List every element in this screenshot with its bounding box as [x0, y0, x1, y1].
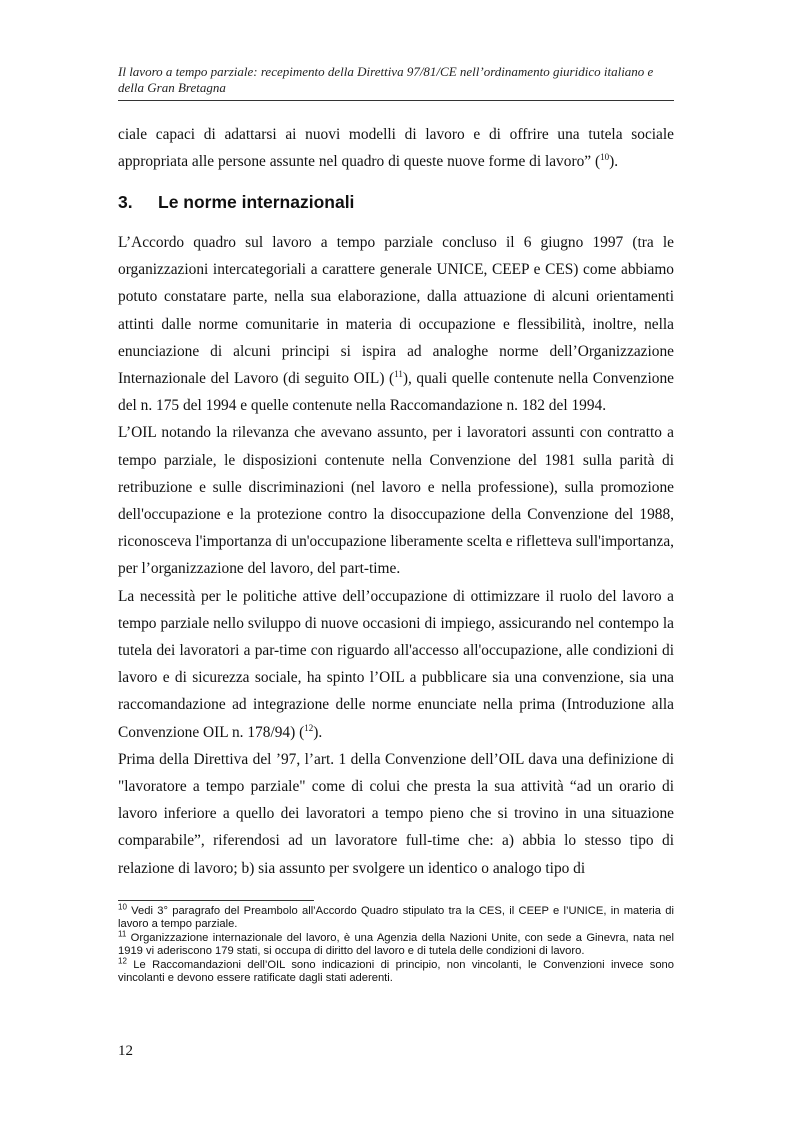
- paragraph: [118, 583, 674, 746]
- paragraph: [118, 229, 674, 419]
- footnote-number: 12: [118, 955, 127, 965]
- footnotes: [118, 902, 674, 985]
- paragraph-text: ciale capaci di adattarsi ai nuovi modelli di lavoro e di offrire una tutela sociale appropriata alle persone assunte nel quadro di queste nuove forme di lavoro” (: [118, 126, 674, 171]
- paragraph-tail: ), quali quelle contenute nella Convenzione del n. 175 del 1994 e quelle contenute nella Raccomandazione n. 182 del 1994.: [118, 370, 674, 415]
- footnote-number: 11: [118, 929, 127, 939]
- footnote-number: 10: [118, 902, 127, 912]
- footnote: [118, 902, 674, 932]
- footnote-reference[interactable]: 12: [304, 722, 314, 733]
- section-number: 3.: [118, 192, 133, 212]
- footnote-text: Vedi 3° paragrafo del Preambolo all’Accordo Quadro stipulato tra la CES, il CEEP e l’UNICE, in materia di lavoro a tempo parziale.: [118, 905, 674, 931]
- footnote-divider: [118, 900, 314, 901]
- footnote: [118, 955, 674, 986]
- section-title: Le norme internazionali: [158, 192, 355, 212]
- footnote-reference[interactable]: 10: [600, 152, 610, 163]
- paragraph-text: L’OIL notando la rilevanza che avevano assunto, per i lavoratori assunti con contratto a tempo parziale, le disposizioni contenute nella Convenzione del 1981 sulla parità di retribuzione e sulle discriminazioni (nel lavoro e nella professione), sulla promozione dell'occupazione e la protezione contro la disoccupazione della Convenzione del 1988, riconosceva l'importanza di un'occupazione liberamente scelta e rifletteva sull'importanza, per l’organizzazione del lavoro, del part-time.: [118, 424, 674, 578]
- footnote-text: Le Raccomandazioni dell’OIL sono indicazioni di principio, non vincolanti, le Convenzioni invece sono vincolanti e devono essere ratificate dagli stati aderenti.: [118, 958, 674, 985]
- continuation-paragraph: [118, 121, 674, 175]
- section-body: [118, 229, 674, 882]
- paragraph-text: La necessità per le politiche attive dell’occupazione di ottimizzare il ruolo del lavoro a tempo parziale nello sviluppo di nuove occasioni di impiego, assicurando nel contempo la tutela dei lavoratori a par-time con riguardo all'accesso all'occupazione, alle condizioni di lavoro e di sicurezza sociale, ha spinto l’OIL a pubblicare sia una convenzione, sia una raccomandazione ad integrazione delle norme enunciate nella prima (Introduzione alla Convenzione OIL n. 178/94) (: [118, 587, 674, 741]
- paragraph-tail: ).: [609, 153, 619, 171]
- running-header: Il lavoro a tempo parziale: recepimento della Direttiva 97/81/CE nell’ordinamento giuridico italiano e della Gran Bretagna: [118, 64, 654, 95]
- footnote-reference[interactable]: 11: [394, 368, 403, 379]
- paragraph: [118, 746, 674, 882]
- paragraph: [118, 419, 674, 582]
- paragraph-text: L’Accordo quadro sul lavoro a tempo parziale concluso il 6 giugno 1997 (tra le organizzazioni intercategoriali a carattere generale UNICE, CEEP e CES) come abbiamo potuto constatare parte, nella sua elaborazione, dalla attuazione di alcuni orientamenti attinti dalle norme comunitarie in materia di occupazione e flessibilità, inoltre, nella enunciazione di alcuni principi si ispira ad analoghe norme dell’Organizzazione Internazionale del Lavoro (di seguito OIL) (: [118, 234, 674, 388]
- paragraph-tail: ).: [313, 723, 323, 741]
- footnote-text: Organizzazione internazionale del lavoro, è una Agenzia della Nazioni Unite, con sede a Ginevra, nata nel 1919 vi aderiscono 179 stati, si occupa di diritto del lavoro e di tutela delle condizioni di lavoro.: [118, 931, 674, 958]
- header-divider: [118, 100, 674, 101]
- section-heading: [118, 190, 674, 214]
- paragraph-text: Prima della Direttiva del ’97, l’art. 1 della Convenzione dell’OIL dava una definizione di "lavoratore a tempo parziale" come di colui che presta la sua attività “ad un orario di lavoro inferiore a quello dei lavoratori a tempo pieno che si trovino in una situazione comparabile”, riferendosi ad un lavoratore full-time che: a) abbia lo stesso tipo di relazione di lavoro; b) sia assunto per svolgere un identico o analogo tipo di: [118, 750, 674, 877]
- page-number: 12: [118, 1043, 133, 1059]
- footnote: [118, 929, 674, 959]
